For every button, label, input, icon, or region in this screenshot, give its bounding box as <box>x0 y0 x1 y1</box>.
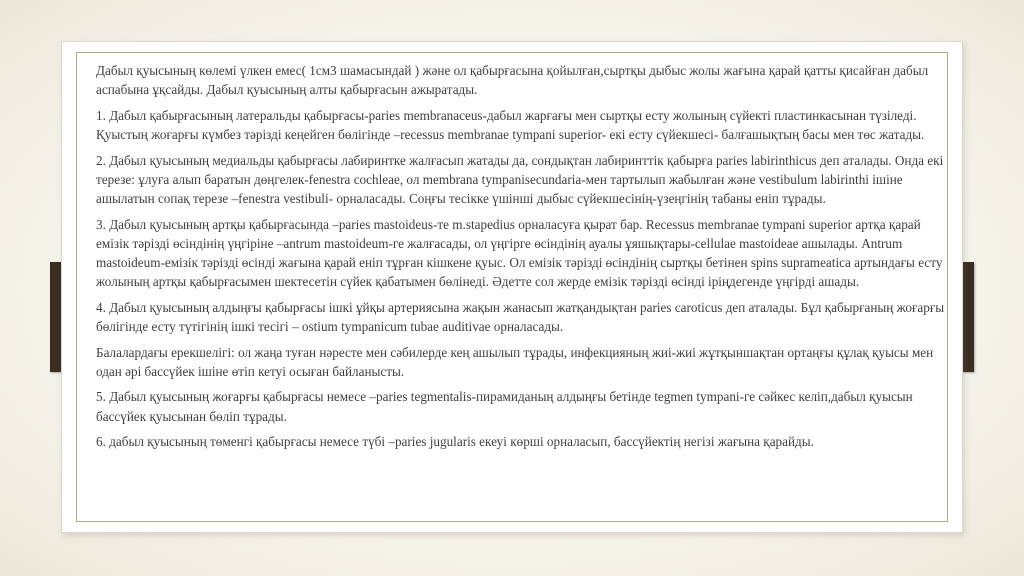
paragraph-posterior-wall: 3. Дабыл қуысының артқы қабырғасында –paries mastoideus-те m.stapedius орналасуға қырат бар. Recessus membranae tympani superior артқа қарай емізік тәрізді өсіндінің үңгіріне –antrum mastoideum-ге жалғасады, ол үңгірге өсіндінің ауалы ұяшықтары-cellulae mastoideae ашылады. Antrum mastoideum-емізік тәрізді өсінді жағына қарай еніп тұрған кішкене қуыс. Ол емізік тәрізді өсіндінің сыртқы бетінен spins suprameatica артындағы есту жолының артқы қабырғасымен шектесетін сүйек қабатымен бөлінеді. Әдетте сол жерде емізік тәрізді өсінді іріңдегенде үңгірді ашады. <box>96 216 943 290</box>
slide-text-body <box>96 61 948 458</box>
slide-content-box <box>76 52 948 522</box>
slide-frame <box>62 42 962 532</box>
left-decorative-tab <box>50 262 62 372</box>
paragraph-anterior-wall: 4. Дабыл қуысының алдыңғы қабырғасы ішкі ұйқы артериясына жақын жанасып жатқандықтан paries caroticus деп аталады. Бұл қабырғаның жоғарғы бөлігінде есту түтігінің ішкі тесігі – ostium tympanicum tubae auditivae орналасады. <box>96 299 945 334</box>
right-decorative-tab <box>962 262 974 372</box>
paragraph-intro: Дабыл қуысының көлемі үлкен емес( 1см3 шамасындай ) және ол қабырғасына қойылған,сыртқы дыбыс жолы жағына қарай қатты қисайған дабыл аспабына ұқсайды. Дабыл қуысының алты қабырғасын ажыратады. <box>96 63 929 98</box>
paragraph-lateral-wall: 1. Дабыл қабырғасының латеральды қабырғасы-paries membranaceus-дабыл жарғағы мен сыртқы есту жолының сүйекті пластинкасынан түзіледі. Қуыстың жоғарғы күмбез тәрізді кеңейген бөлігінде –recessus membranae tympani superior- екі есту сүйекшесі- балғашықтың басы мен төс жатады. <box>96 107 925 142</box>
paragraph-medial-wall: 2. Дабыл қуысының медиальды қабырғасы лабиринтке жалғасып жатады да, сондықтан лабиринттік қабырға paries labirinthicus деп аталады. Онда екі терезе: ұлуға алып баратын дөңгелек-fenestra cochleae, ол membrana tympanisecundaria-мен тартылып жабылған және vestibulum labirinthi ішіне ашылатын сопақ терезе –fenestra vestibuli- орналасады. Соңғы тесікке үшінші дыбыс сүйекшесінің-үзеңгінің табаны еніп тұрады. <box>96 152 944 206</box>
paragraph-children-features: Балалардағы ерекшелігі: ол жаңа туған нәресте мен сәбилерде кең ашылып тұрады, инфекцияның жиі-жиі жұтқыншақтан ортаңғы құлақ қуысы мен одан әрі бассүйек ішіне өтіп кетуі осыған байланысты. <box>96 344 934 379</box>
paragraph-superior-wall: 5. Дабыл қуысының жоғарғы қабырғасы немесе –paries tegmentalis-пирамиданың алдыңғы бетінде tegmen tympani-ге сәйкес келіп,дабыл қуысын бассүйек қуысынан бөліп тұрады. <box>96 389 913 424</box>
paragraph-inferior-wall: 6. дабыл қуысының төменгі қабырғасы немесе түбі –paries jugularis екеуі көрші орналасып, бассүйектің негізі жағына қарайды. <box>96 434 814 450</box>
